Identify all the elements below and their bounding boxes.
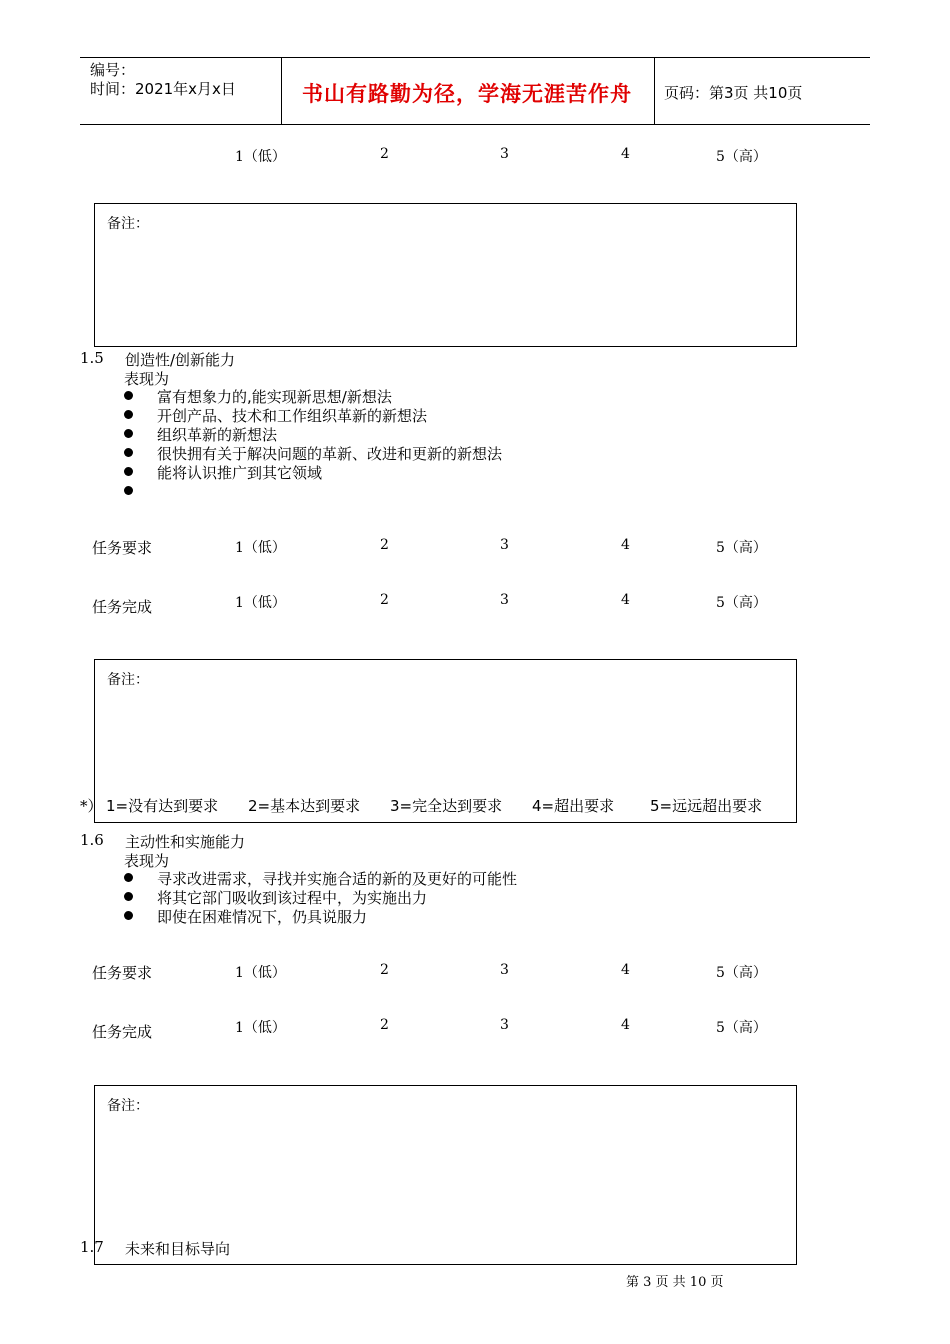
bullet-dot xyxy=(124,391,133,400)
scale-5: 5（高） xyxy=(716,149,767,165)
section-1-7-title: 未来和目标导向 xyxy=(125,1240,231,1258)
scale-3[interactable]: 3 xyxy=(500,1017,509,1033)
scale-3: 3 xyxy=(500,146,509,162)
section-1-5-subtitle: 表现为 xyxy=(124,370,170,388)
list-item: 能将认识推广到其它领域 xyxy=(157,464,323,482)
header-motto: 书山有路勤为径，学海无涯苦作舟 xyxy=(302,82,632,106)
scale-2[interactable]: 2 xyxy=(380,1017,389,1033)
scale-2: 2 xyxy=(380,146,389,162)
header-number-label: 编号： xyxy=(90,61,136,79)
scale-1: 1（低） xyxy=(235,149,286,165)
bullet-dot xyxy=(124,911,133,920)
section-1-6-title: 主动性和实施能力 xyxy=(125,833,246,851)
section-1-7-number: 1.7 xyxy=(80,1238,104,1256)
scale-4[interactable]: 4 xyxy=(621,962,630,978)
list-item: 很快拥有关于解决问题的革新、改进和更新的新想法 xyxy=(157,445,503,463)
note-box-1[interactable] xyxy=(94,203,797,347)
bullet-dot xyxy=(124,448,133,457)
legend-item-4: 4=超出要求 xyxy=(532,797,615,815)
scale-4: 4 xyxy=(621,146,630,162)
list-item: 即使在困难情况下，仍具说服力 xyxy=(157,908,368,926)
list-item: 开创产品、技术和工作组织革新的新想法 xyxy=(157,407,428,425)
bullet-dot xyxy=(124,410,133,419)
legend-item-5: 5=远远超出要求 xyxy=(650,797,763,815)
row-label-completion: 任务完成 xyxy=(92,598,153,616)
bullet-dot xyxy=(124,429,133,438)
scale-1[interactable]: 1（低） xyxy=(235,540,286,556)
scale-5[interactable]: 5（高） xyxy=(716,1020,767,1036)
note-label: 备注： xyxy=(107,216,149,232)
legend-star: *） xyxy=(80,797,103,815)
scale-1[interactable]: 1（低） xyxy=(235,595,286,611)
row-label-completion: 任务完成 xyxy=(92,1023,153,1041)
legend-item-1: 1=没有达到要求 xyxy=(106,797,219,815)
legend-item-2: 2=基本达到要求 xyxy=(248,797,361,815)
page-footer: 第 3 页 共 10 页 xyxy=(626,1275,724,1290)
scale-1[interactable]: 1（低） xyxy=(235,965,286,981)
header-date-label: 时间：2021年x月x日 xyxy=(90,80,236,98)
list-item: 富有想象力的,能实现新思想/新想法 xyxy=(157,388,392,406)
row-label-requirement: 任务要求 xyxy=(92,539,153,557)
section-1-5-title: 创造性/创新能力 xyxy=(125,351,236,369)
bullet-dot xyxy=(124,467,133,476)
section-1-6-number: 1.6 xyxy=(80,831,104,849)
header-divider-left xyxy=(281,57,282,125)
header-top-rule xyxy=(80,57,870,58)
scale-5[interactable]: 5（高） xyxy=(716,595,767,611)
scale-2[interactable]: 2 xyxy=(380,537,389,553)
scale-3[interactable]: 3 xyxy=(500,962,509,978)
scale-4[interactable]: 4 xyxy=(621,592,630,608)
scale-5[interactable]: 5（高） xyxy=(716,540,767,556)
scale-4[interactable]: 4 xyxy=(621,1017,630,1033)
list-item: 组织革新的新想法 xyxy=(157,426,278,444)
bullet-dot xyxy=(124,873,133,882)
scale-1[interactable]: 1（低） xyxy=(235,1020,286,1036)
section-1-6-subtitle: 表现为 xyxy=(124,852,170,870)
scale-4[interactable]: 4 xyxy=(621,537,630,553)
note-label: 备注： xyxy=(107,672,149,688)
row-label-requirement: 任务要求 xyxy=(92,964,153,982)
bullet-dot xyxy=(124,486,133,495)
scale-2[interactable]: 2 xyxy=(380,962,389,978)
scale-5[interactable]: 5（高） xyxy=(716,965,767,981)
scale-3[interactable]: 3 xyxy=(500,537,509,553)
note-label: 备注： xyxy=(107,1098,149,1114)
legend-item-3: 3=完全达到要求 xyxy=(390,797,503,815)
section-1-5-number: 1.5 xyxy=(80,349,104,367)
list-item: 将其它部门吸收到该过程中，为实施出力 xyxy=(157,889,428,907)
header-bottom-rule xyxy=(80,124,870,125)
list-item: 寻求改进需求，寻找并实施合适的新的及更好的可能性 xyxy=(157,870,518,888)
scale-2[interactable]: 2 xyxy=(380,592,389,608)
bullet-dot xyxy=(124,892,133,901)
scale-3[interactable]: 3 xyxy=(500,592,509,608)
header-page-label: 页码：第3页 共10页 xyxy=(664,84,803,102)
header-divider-right xyxy=(654,57,655,125)
